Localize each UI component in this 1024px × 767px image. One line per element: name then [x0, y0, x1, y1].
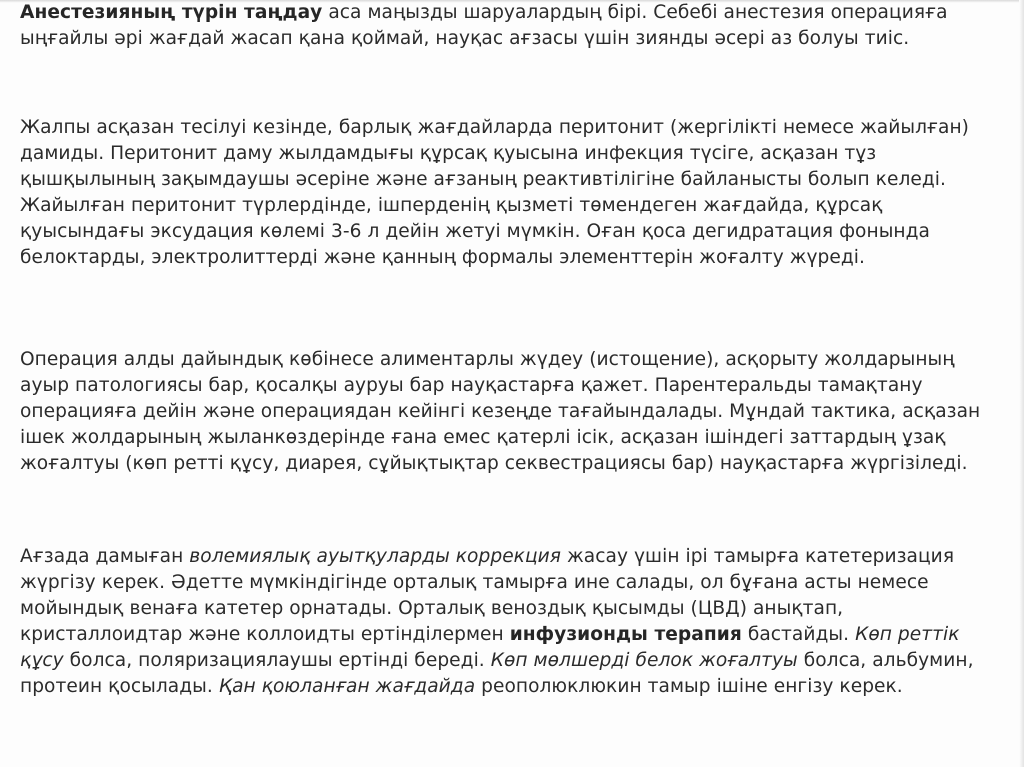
paragraph-text: аса маңызды шаруалардың бірі. Себебі анестезия операцияға ыңғайлы әрі жағдай жасап қана қоймай, науқас ағзасы үшін зиянды әсері аз болуы тиіс.	[20, 2, 948, 50]
paragraph-peritonitis	[20, 115, 1005, 272]
paragraph-text: Ағзада дамыған	[20, 546, 190, 567]
paragraph-volemic-correction	[20, 544, 1005, 701]
bold-term-anesthesia: Анестезияның түрін таңдау	[20, 2, 323, 23]
italic-term-blood-thickening: Қан қоюланған жағдайда	[218, 676, 476, 698]
italic-term-volemic: волемиялық ауытқуларды коррекция	[189, 546, 562, 567]
italic-term-vomiting: Көп реттік құсу	[20, 624, 960, 672]
paragraph-preop-preparation	[20, 347, 1005, 477]
paragraph-text: реополюклюкин тамыр ішіне енгізу керек.	[475, 676, 903, 698]
paragraph-text: болса, поляризациялаушы ертінді береді.	[63, 650, 491, 672]
paragraph-text: болса, альбумин, протеин қосылады.	[20, 650, 974, 698]
paragraph-text: жасау үшін ірі тамырға катетеризация жүргізу керек. Әдетте мүмкіндігінде орталық тамырға ине салады, ол бұғана асты немесе мойындық венаға катетер орнатады. Орталық веноздық қысымды (ЦВД) анықтап, кристаллоидтар және коллоидты ертінділермен	[20, 546, 955, 646]
italic-term-protein-loss: Көп мөлшерді белок жоғалтуы	[490, 650, 798, 672]
paragraph-text: Жалпы асқазан тесілуі кезінде, барлық жағдайларда перитонит (жергілікті немесе жайылған) дамиды. Перитонит даму жылдамдығы құрсақ қуысына инфекция түсіге, асқазан тұз қышқылының зақымдаушы әсеріне және ағзаның реактивтілігіне байланысты болып келеді. Жайылған перитонит түрлердінде, ішперденің қызметі төмендеген жағдайда, құрсақ қуысындағы эксудация көлемі 3-6 л дейін жетуі мүмкін. Оған қоса дегидратация фонында белоктарды, электролиттерді және қанның формалы элементтерін жоғалту жүреді.	[20, 117, 969, 269]
paragraph-text: бастайды.	[741, 624, 856, 646]
paragraph-anesthesia-choice	[20, 0, 1005, 52]
bold-term-infusion-therapy: инфузионды терапия	[509, 624, 742, 646]
paragraph-text: Операция алды дайындық көбінесе алиментарлы жүдеу (истощение), асқорыту жолдарының ауыр патологиясы бар, қосалқы ауруы бар науқастарға қажет. Парентеральды тамақтану операцияға дейін және операциядан кейінгі кезеңде тағайындалады. Мұндай тактика, асқазан ішек жолдарының жыланкөздерінде ғана емес қатерлі ісік, асқазан ішіндегі заттардың ұзақ жоғалтуы (көп ретті құсу, диарея, сұйықтықтар секвестрациясы бар) науқастарға жүргізіледі.	[20, 349, 981, 475]
page-right-edge	[1019, 0, 1024, 767]
